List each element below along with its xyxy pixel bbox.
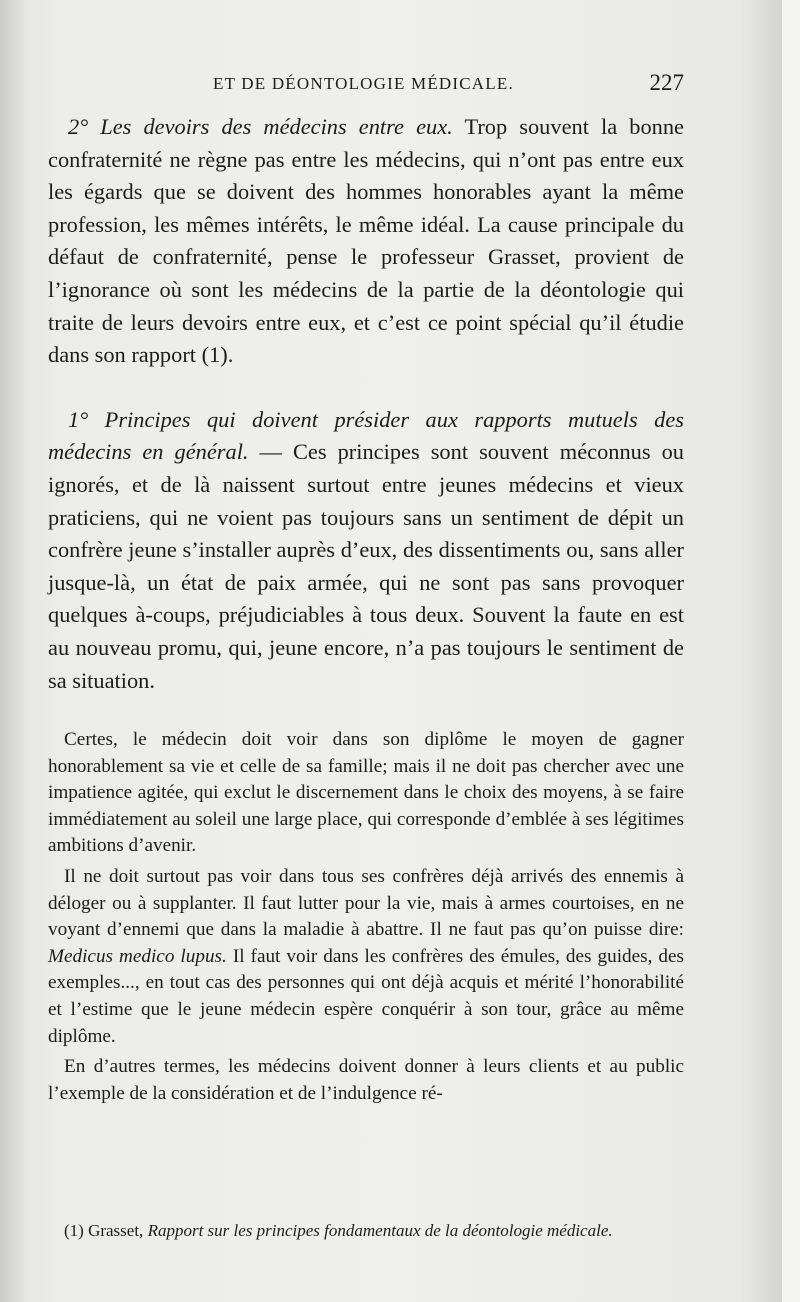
paragraph-text: Il ne doit surtout pas voir dans tous ses confrères déjà arrivés des ennemis à déloger ou à supplanter. Il faut lutter pour la vie, mais à armes courtoises, en ne voyant d’ennemi que dans la maladie à abattre. Il ne faut pas qu’on puisse dire:	[48, 866, 684, 941]
paragraph-en-dautres-termes: En d’autres termes, les médecins doivent donner à leurs clients et au public l’exemple de la considération et de l’indulgence ré-	[48, 1056, 684, 1104]
running-head: ET DE DÉONTOLOGIE MÉDICALE.	[213, 74, 514, 93]
section-heading-devoirs: 2° Les devoirs des médecins entre eux.	[68, 114, 453, 139]
footnote-title: Rapport sur les principes fondamentaux de la déontologie médicale.	[147, 1221, 613, 1240]
section-heading-principes: 1° Principes qui doivent présider aux rapports mutuels des médecins en général.	[48, 406, 684, 465]
latin-quote: Medicus medico lupus.	[48, 945, 227, 967]
paragraph-text: Trop souvent la bonne confraternité ne règne pas entre les médecins, qui n’ont pas entre eux les égards que se doivent des hommes honorables ayant la même profession, les mêmes intérêts, le même idéal. La cause principale du défaut de confraternité, pense le professeur Grasset, provient de l’ignorance où sont les médecins de la partie de la déontologie qui traite de leurs devoirs entre eux, et c’est ce point spécial qu’il étudie dans son rapport (1).	[48, 114, 684, 368]
paragraph-ennemis	[48, 864, 684, 1050]
paragraph-text: — Ces principes sont souvent méconnus ou ignorés, et de là naissent surtout entre jeunes médecins et vieux praticiens, qui ne voient pas toujours sans un sentiment de dépit un confrère jeune s’installer auprès d’eux, des dissentiments ou, sans aller jusque-là, un état de paix armée, qui ne sont pas sans provoquer quelques à-coups, préjudiciables à tous deux. Souvent la faute en est au nouveau promu, qui, jeune encore, n’a pas toujours le sentiment de sa situation.	[48, 439, 684, 693]
page-number: 227	[649, 70, 684, 95]
paragraph-certes: Certes, le médecin doit voir dans son diplôme le moyen de gagner honorablement sa vie et celle de sa famille; mais il ne doit pas chercher avec une impatience agitée, qui exclut le discernement dans le choix des moyens, à se faire immédiatement au soleil une large place, qui corresponde d’emblée à ses légitimes ambitions d’avenir.	[48, 729, 684, 857]
footnote-marker: (1) Grasset,	[64, 1221, 148, 1240]
page-edge	[782, 0, 800, 1302]
footnote	[48, 1220, 684, 1241]
page-header	[48, 70, 684, 100]
paragraph-principes	[48, 404, 684, 697]
paragraph-devoirs-entre-eux	[48, 111, 684, 372]
body-text	[48, 111, 684, 1107]
paragraph-text: Il faut voir dans les confrères des émules, des guides, des exemples..., en tout cas des personnes qui ont déjà acquis et mérité l’honorabilité et l’estime que le jeune médecin espère conquérir à son tour, grâce au même diplôme.	[48, 945, 684, 1047]
